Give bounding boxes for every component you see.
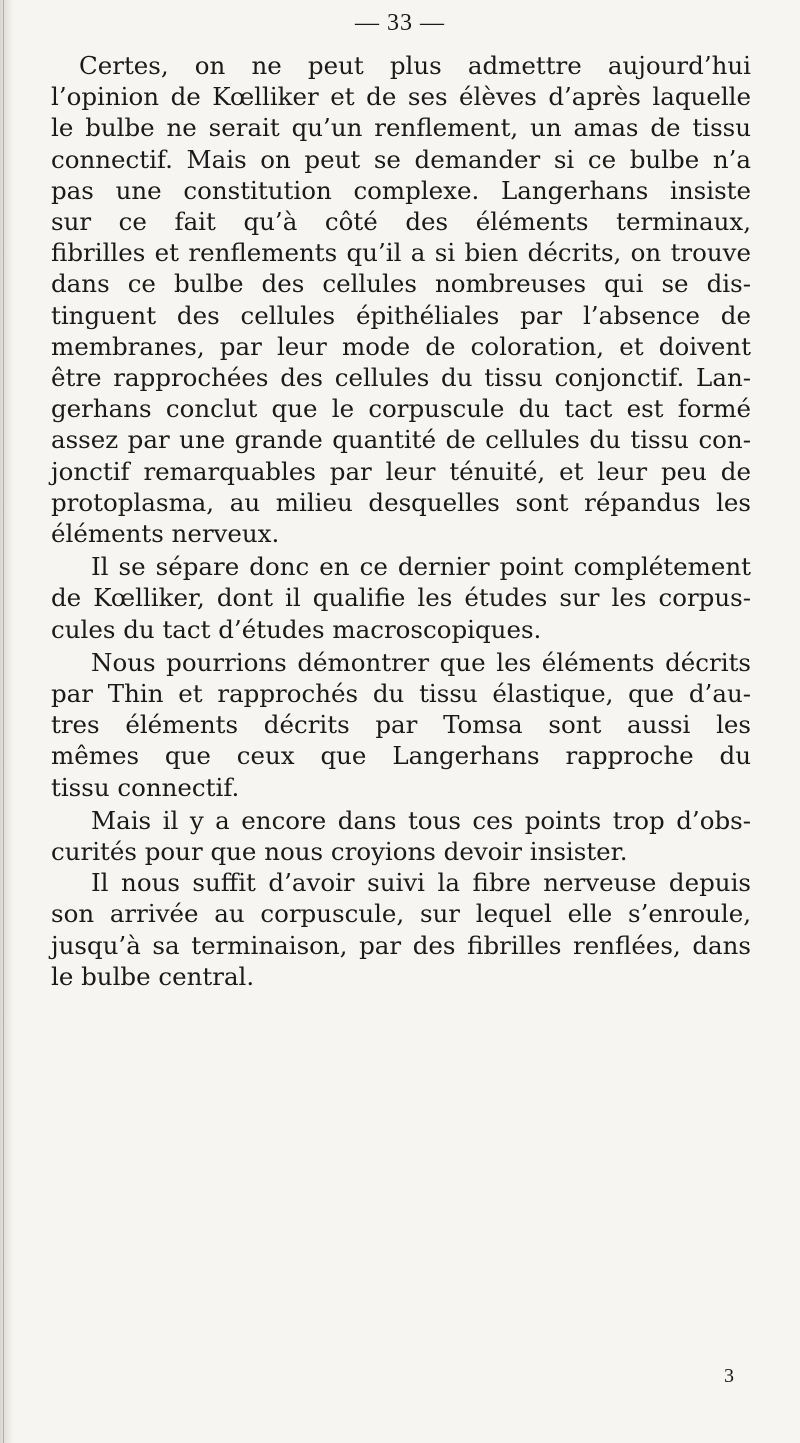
paragraph [51, 551, 751, 645]
text-line: Nous pourrions démontrer que les éléments décrits [91, 647, 751, 677]
text-line: protoplasma, au milieu desquelles sont répandus les [51, 487, 751, 517]
text-line: Il se sépare donc en ce dernier point complétement [91, 552, 751, 582]
text-line: assez par une grande quantité de cellules du tissu con- [51, 425, 751, 455]
text-line: son arrivée au corpuscule, sur lequel elle s’enroule, [51, 899, 751, 929]
text-line: le bulbe central. [51, 961, 255, 991]
text-line: éléments nerveux. [51, 519, 280, 549]
paragraph [51, 805, 751, 867]
text-line: tres éléments décrits par Tomsa sont aussi les [51, 710, 751, 740]
body-text [51, 50, 751, 992]
page-header: — 33 — [355, 10, 445, 36]
page-number: 3 [724, 1365, 734, 1387]
binding-line [3, 0, 4, 1443]
text-line: mêmes que ceux que Langerhans rapproche du [51, 741, 751, 771]
text-line: de Kœlliker, dont il qualifie les études sur les corpus- [51, 583, 751, 613]
paragraph [51, 50, 751, 549]
text-line: le bulbe ne serait qu’un renflement, un amas de tissu [51, 113, 751, 143]
text-line: tissu connectif. [51, 772, 240, 802]
text-line: fibrilles et renflements qu’il a si bien décrits, on trouve [51, 238, 751, 268]
text-line: cules du tact d’études macroscopiques. [51, 614, 542, 644]
text-line: connectif. Mais on peut se demander si ce bulbe n’a [51, 144, 751, 174]
text-line: tinguent des cellules épithéliales par l’absence de [51, 300, 751, 330]
text-line: Certes, on ne peut plus admettre aujourd’hui [79, 51, 751, 80]
text-line: jusqu’à sa terminaison, par des fibrilles renflées, dans [51, 930, 751, 960]
text-line: membranes, par leur mode de coloration, et doivent [51, 331, 751, 361]
text-line: l’opinion de Kœlliker et de ses élèves d’après laquelle [51, 82, 751, 112]
text-line: curités pour que nous croyions devoir insister. [51, 837, 628, 867]
text-line: dans ce bulbe des cellules nombreuses qui se dis- [51, 269, 751, 299]
text-line: sur ce fait qu’à côté des éléments terminaux, [51, 207, 751, 237]
paragraph [51, 647, 751, 803]
paragraph [51, 867, 751, 992]
text-line: Il nous suffit d’avoir suivi la fibre nerveuse depuis [91, 868, 751, 898]
text-line: gerhans conclut que le corpuscule du tact est formé [51, 394, 751, 424]
text-line: pas une constitution complexe. Langerhans insiste [51, 175, 751, 205]
text-line: par Thin et rapprochés du tissu élastique, que d’au- [51, 679, 751, 709]
text-line: Mais il y a encore dans tous ces points trop d’obs- [91, 805, 751, 835]
text-line: être rapprochées des cellules du tissu conjonctif. Lan- [51, 363, 751, 393]
text-line: jonctif remarquables par leur ténuité, et leur peu de [51, 456, 751, 486]
